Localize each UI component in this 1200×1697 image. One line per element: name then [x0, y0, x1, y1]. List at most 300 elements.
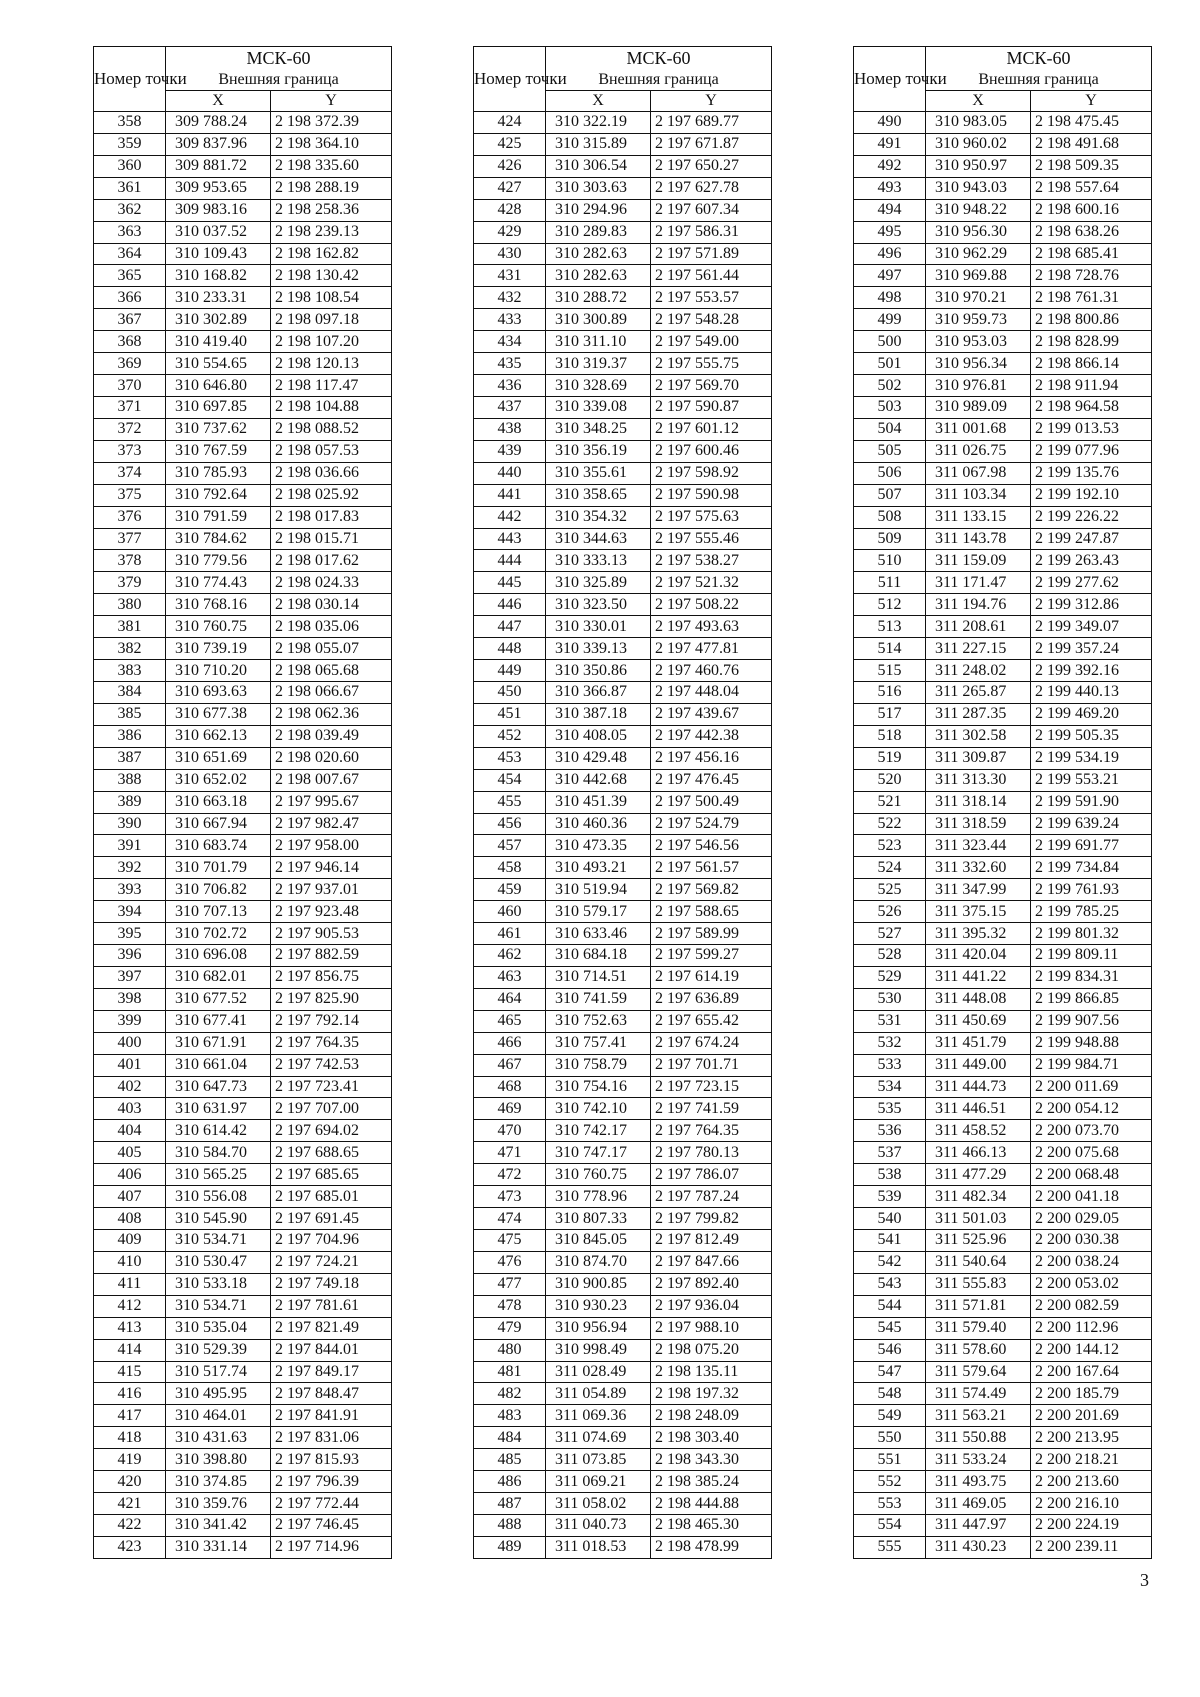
- x-coordinate-cell: 310 289.83: [546, 221, 651, 243]
- point-number-cell: 413: [94, 1317, 166, 1339]
- x-coordinate-cell: 310 300.89: [546, 309, 651, 331]
- y-coordinate-cell: 2 200 144.12: [1031, 1339, 1152, 1361]
- y-coordinate-cell: 2 198 288.19: [271, 177, 392, 199]
- point-number-cell: 363: [94, 221, 166, 243]
- point-number-cell: 490: [854, 112, 926, 134]
- y-coordinate-cell: 2 200 216.10: [1031, 1493, 1152, 1515]
- table-row: [854, 484, 1152, 506]
- y-coordinate-cell: 2 197 936.04: [651, 1295, 772, 1317]
- x-coordinate-cell: 310 959.73: [926, 309, 1031, 331]
- point-number-cell: 421: [94, 1493, 166, 1515]
- y-coordinate-cell: 2 198 761.31: [1031, 287, 1152, 309]
- y-coordinate-cell: 2 197 689.77: [651, 112, 772, 134]
- y-coordinate-cell: 2 197 764.35: [651, 1120, 772, 1142]
- table-row: [94, 966, 392, 988]
- x-coordinate-cell: 310 355.61: [546, 462, 651, 484]
- table-row: [854, 309, 1152, 331]
- x-coordinate-cell: 311 444.73: [926, 1076, 1031, 1098]
- x-coordinate-cell: 310 633.46: [546, 923, 651, 945]
- x-coordinate-cell: 310 760.75: [166, 616, 271, 638]
- table-row: [94, 747, 392, 769]
- point-number-cell: 486: [474, 1471, 546, 1493]
- point-number-cell: 460: [474, 901, 546, 923]
- table-row: [474, 988, 772, 1010]
- x-coordinate-cell: 310 667.94: [166, 813, 271, 835]
- point-number-cell: 532: [854, 1032, 926, 1054]
- table-row: [854, 1449, 1152, 1471]
- point-number-cell: 376: [94, 506, 166, 528]
- table-row: [474, 681, 772, 703]
- y-header: Y: [651, 91, 772, 112]
- table-row: [854, 199, 1152, 221]
- x-coordinate-cell: 310 757.41: [546, 1032, 651, 1054]
- point-number-cell: 516: [854, 681, 926, 703]
- x-coordinate-cell: 311 578.60: [926, 1339, 1031, 1361]
- point-number-cell: 437: [474, 396, 546, 418]
- table-row: [94, 506, 392, 528]
- point-number-cell: 370: [94, 375, 166, 397]
- table-row: [94, 331, 392, 353]
- point-number-cell: 510: [854, 550, 926, 572]
- table-row: [94, 1076, 392, 1098]
- y-coordinate-cell: 2 197 905.53: [271, 923, 392, 945]
- y-coordinate-cell: 2 197 561.57: [651, 857, 772, 879]
- point-number-cell: 384: [94, 681, 166, 703]
- y-coordinate-cell: 2 198 509.35: [1031, 155, 1152, 177]
- point-number-cell: 387: [94, 747, 166, 769]
- y-coordinate-cell: 2 198 017.62: [271, 550, 392, 572]
- y-coordinate-cell: 2 197 714.96: [271, 1536, 392, 1558]
- y-coordinate-cell: 2 197 588.65: [651, 901, 772, 923]
- x-coordinate-cell: 311 302.58: [926, 725, 1031, 747]
- table-row: [94, 1361, 392, 1383]
- table-row: [854, 769, 1152, 791]
- table-row: [854, 265, 1152, 287]
- x-coordinate-cell: 310 701.79: [166, 857, 271, 879]
- table-row: [94, 1273, 392, 1295]
- table-row: [854, 243, 1152, 265]
- x-coordinate-cell: 310 702.72: [166, 923, 271, 945]
- y-coordinate-cell: 2 197 456.16: [651, 747, 772, 769]
- point-number-cell: 430: [474, 243, 546, 265]
- table-row: [474, 1449, 772, 1471]
- point-number-header: Номер точки: [854, 47, 926, 112]
- x-coordinate-cell: 310 969.88: [926, 265, 1031, 287]
- x-coordinate-cell: 311 332.60: [926, 857, 1031, 879]
- point-number-cell: 429: [474, 221, 546, 243]
- table-row: [854, 1098, 1152, 1120]
- x-coordinate-cell: 310 339.13: [546, 638, 651, 660]
- x-coordinate-cell: 311 318.59: [926, 813, 1031, 835]
- y-coordinate-cell: 2 197 546.56: [651, 835, 772, 857]
- x-coordinate-cell: 310 768.16: [166, 594, 271, 616]
- y-coordinate-cell: 2 197 831.06: [271, 1427, 392, 1449]
- table-row: [94, 396, 392, 418]
- table-row: [474, 1120, 772, 1142]
- y-coordinate-cell: 2 197 724.21: [271, 1251, 392, 1273]
- y-coordinate-cell: 2 197 701.71: [651, 1054, 772, 1076]
- y-coordinate-cell: 2 197 772.44: [271, 1493, 392, 1515]
- point-number-cell: 416: [94, 1383, 166, 1405]
- x-coordinate-cell: 310 714.51: [546, 966, 651, 988]
- table-row: [474, 265, 772, 287]
- y-coordinate-cell: 2 197 707.00: [271, 1098, 392, 1120]
- table-row: [94, 572, 392, 594]
- table-row: [94, 133, 392, 155]
- y-coordinate-cell: 2 198 097.18: [271, 309, 392, 331]
- y-coordinate-cell: 2 198 728.76: [1031, 265, 1152, 287]
- table-row: [474, 243, 772, 265]
- y-coordinate-cell: 2 197 848.47: [271, 1383, 392, 1405]
- point-number-cell: 442: [474, 506, 546, 528]
- y-coordinate-cell: 2 197 691.45: [271, 1208, 392, 1230]
- y-coordinate-cell: 2 198 475.45: [1031, 112, 1152, 134]
- x-coordinate-cell: 310 344.63: [546, 528, 651, 550]
- point-number-cell: 410: [94, 1251, 166, 1273]
- table-row: [854, 923, 1152, 945]
- point-number-header: Номер точки: [474, 47, 546, 112]
- y-coordinate-cell: 2 199 263.43: [1031, 550, 1152, 572]
- x-coordinate-cell: 311 466.13: [926, 1142, 1031, 1164]
- point-number-cell: 450: [474, 681, 546, 703]
- point-number-cell: 433: [474, 309, 546, 331]
- y-coordinate-cell: 2 197 448.04: [651, 681, 772, 703]
- table-row: [854, 1054, 1152, 1076]
- x-coordinate-cell: 310 784.62: [166, 528, 271, 550]
- point-number-cell: 548: [854, 1383, 926, 1405]
- point-number-cell: 536: [854, 1120, 926, 1142]
- x-coordinate-cell: 310 706.82: [166, 879, 271, 901]
- x-coordinate-cell: 310 696.08: [166, 945, 271, 967]
- x-coordinate-cell: 309 983.16: [166, 199, 271, 221]
- y-coordinate-cell: 2 199 591.90: [1031, 791, 1152, 813]
- x-coordinate-cell: 310 429.48: [546, 747, 651, 769]
- y-coordinate-cell: 2 197 548.28: [651, 309, 772, 331]
- point-number-cell: 471: [474, 1142, 546, 1164]
- table-row: [94, 835, 392, 857]
- table-row: [854, 966, 1152, 988]
- y-coordinate-cell: 2 198 600.16: [1031, 199, 1152, 221]
- point-number-cell: 453: [474, 747, 546, 769]
- table-row: [474, 879, 772, 901]
- y-coordinate-cell: 2 199 505.35: [1031, 725, 1152, 747]
- y-coordinate-cell: 2 197 988.10: [651, 1317, 772, 1339]
- table-row: [94, 440, 392, 462]
- x-coordinate-cell: 310 311.10: [546, 331, 651, 353]
- table-row: [854, 1405, 1152, 1427]
- y-coordinate-cell: 2 199 866.85: [1031, 988, 1152, 1010]
- table-body: [474, 112, 772, 1559]
- x-coordinate-cell: 310 282.63: [546, 243, 651, 265]
- table-row: [94, 725, 392, 747]
- x-coordinate-cell: 311 069.21: [546, 1471, 651, 1493]
- table-row: [474, 923, 772, 945]
- x-coordinate-cell: 310 315.89: [546, 133, 651, 155]
- point-number-cell: 366: [94, 287, 166, 309]
- point-number-cell: 381: [94, 616, 166, 638]
- x-coordinate-cell: 310 663.18: [166, 791, 271, 813]
- x-coordinate-cell: 310 677.41: [166, 1010, 271, 1032]
- point-number-cell: 400: [94, 1032, 166, 1054]
- point-number-cell: 465: [474, 1010, 546, 1032]
- y-coordinate-cell: 2 200 082.59: [1031, 1295, 1152, 1317]
- x-coordinate-cell: 310 661.04: [166, 1054, 271, 1076]
- table-row: [94, 1471, 392, 1493]
- x-coordinate-cell: 310 983.05: [926, 112, 1031, 134]
- point-number-cell: 541: [854, 1230, 926, 1252]
- table-row: [474, 353, 772, 375]
- x-coordinate-cell: 309 953.65: [166, 177, 271, 199]
- point-number-cell: 476: [474, 1251, 546, 1273]
- table-row: [854, 1471, 1152, 1493]
- point-number-cell: 391: [94, 835, 166, 857]
- y-coordinate-cell: 2 197 442.38: [651, 725, 772, 747]
- y-coordinate-cell: 2 197 844.01: [271, 1339, 392, 1361]
- point-number-cell: 403: [94, 1098, 166, 1120]
- x-coordinate-cell: 310 646.80: [166, 375, 271, 397]
- x-coordinate-cell: 311 430.23: [926, 1536, 1031, 1558]
- x-coordinate-cell: 310 684.18: [546, 945, 651, 967]
- table-row: [474, 747, 772, 769]
- point-number-cell: 395: [94, 923, 166, 945]
- y-coordinate-cell: 2 200 054.12: [1031, 1098, 1152, 1120]
- table-row: [854, 1032, 1152, 1054]
- point-number-cell: 401: [94, 1054, 166, 1076]
- x-coordinate-cell: 311 451.79: [926, 1032, 1031, 1054]
- y-coordinate-cell: 2 197 561.44: [651, 265, 772, 287]
- y-coordinate-cell: 2 199 077.96: [1031, 440, 1152, 462]
- point-number-cell: 551: [854, 1449, 926, 1471]
- table-row: [94, 265, 392, 287]
- table-row: [474, 1230, 772, 1252]
- table-row: [474, 396, 772, 418]
- point-number-cell: 380: [94, 594, 166, 616]
- y-coordinate-cell: 2 198 107.20: [271, 331, 392, 353]
- point-number-cell: 474: [474, 1208, 546, 1230]
- table-row: [854, 353, 1152, 375]
- x-coordinate-cell: 310 989.09: [926, 396, 1031, 418]
- y-coordinate-cell: 2 198 638.26: [1031, 221, 1152, 243]
- y-coordinate-cell: 2 200 075.68: [1031, 1142, 1152, 1164]
- point-number-cell: 418: [94, 1427, 166, 1449]
- table-row: [474, 528, 772, 550]
- y-coordinate-cell: 2 197 749.18: [271, 1273, 392, 1295]
- y-coordinate-cell: 2 198 062.36: [271, 703, 392, 725]
- y-coordinate-cell: 2 197 655.42: [651, 1010, 772, 1032]
- table-row: [94, 199, 392, 221]
- point-number-cell: 372: [94, 418, 166, 440]
- x-coordinate-cell: 310 962.29: [926, 243, 1031, 265]
- y-coordinate-cell: 2 197 847.66: [651, 1251, 772, 1273]
- point-number-cell: 454: [474, 769, 546, 791]
- x-coordinate-cell: 310 778.96: [546, 1186, 651, 1208]
- y-coordinate-cell: 2 199 247.87: [1031, 528, 1152, 550]
- x-coordinate-cell: 310 442.68: [546, 769, 651, 791]
- point-number-cell: 407: [94, 1186, 166, 1208]
- coord-system-header: МСК-60: [166, 47, 392, 70]
- point-number-cell: 487: [474, 1493, 546, 1515]
- y-coordinate-cell: 2 197 671.87: [651, 133, 772, 155]
- table-row: [94, 1054, 392, 1076]
- y-coordinate-cell: 2 198 258.36: [271, 199, 392, 221]
- point-number-cell: 495: [854, 221, 926, 243]
- y-coordinate-cell: 2 197 856.75: [271, 966, 392, 988]
- point-number-cell: 359: [94, 133, 166, 155]
- table-row: [854, 616, 1152, 638]
- point-number-cell: 464: [474, 988, 546, 1010]
- point-number-cell: 409: [94, 1230, 166, 1252]
- x-coordinate-cell: 311 447.97: [926, 1515, 1031, 1537]
- x-coordinate-cell: 310 387.18: [546, 703, 651, 725]
- y-coordinate-cell: 2 198 117.47: [271, 375, 392, 397]
- point-number-cell: 419: [94, 1449, 166, 1471]
- point-number-cell: 525: [854, 879, 926, 901]
- point-number-cell: 482: [474, 1383, 546, 1405]
- point-number-cell: 492: [854, 155, 926, 177]
- table-row: [94, 1251, 392, 1273]
- point-number-cell: 461: [474, 923, 546, 945]
- x-coordinate-cell: 311 067.98: [926, 462, 1031, 484]
- x-coordinate-cell: 311 054.89: [546, 1383, 651, 1405]
- table-row: [94, 221, 392, 243]
- y-coordinate-cell: 2 197 685.65: [271, 1164, 392, 1186]
- point-number-cell: 513: [854, 616, 926, 638]
- x-coordinate-cell: 311 579.40: [926, 1317, 1031, 1339]
- y-coordinate-cell: 2 198 025.92: [271, 484, 392, 506]
- x-coordinate-cell: 310 737.62: [166, 418, 271, 440]
- point-number-cell: 491: [854, 133, 926, 155]
- x-coordinate-cell: 311 309.87: [926, 747, 1031, 769]
- point-number-cell: 518: [854, 725, 926, 747]
- x-coordinate-cell: 311 441.22: [926, 966, 1031, 988]
- point-number-cell: 386: [94, 725, 166, 747]
- y-coordinate-cell: 2 199 440.13: [1031, 681, 1152, 703]
- point-number-cell: 440: [474, 462, 546, 484]
- table-row: [474, 857, 772, 879]
- table-row: [474, 1251, 772, 1273]
- table-row: [94, 945, 392, 967]
- x-coordinate-cell: 310 950.97: [926, 155, 1031, 177]
- table-row: [474, 594, 772, 616]
- y-coordinate-cell: 2 199 192.10: [1031, 484, 1152, 506]
- x-coordinate-cell: 311 194.76: [926, 594, 1031, 616]
- x-coordinate-cell: 311 323.44: [926, 835, 1031, 857]
- y-coordinate-cell: 2 198 135.11: [651, 1361, 772, 1383]
- y-coordinate-cell: 2 197 575.63: [651, 506, 772, 528]
- point-number-cell: 447: [474, 616, 546, 638]
- point-number-cell: 443: [474, 528, 546, 550]
- table-row: [474, 1471, 772, 1493]
- x-coordinate-cell: 310 348.25: [546, 418, 651, 440]
- point-number-cell: 546: [854, 1339, 926, 1361]
- x-coordinate-cell: 311 265.87: [926, 681, 1031, 703]
- table-row: [854, 1010, 1152, 1032]
- x-coordinate-cell: 310 697.85: [166, 396, 271, 418]
- point-number-cell: 417: [94, 1405, 166, 1427]
- y-coordinate-cell: 2 197 555.75: [651, 353, 772, 375]
- table-row: [854, 1339, 1152, 1361]
- table-row: [94, 177, 392, 199]
- table-row: [94, 418, 392, 440]
- x-coordinate-cell: 310 683.74: [166, 835, 271, 857]
- coord-system-header: МСК-60: [926, 47, 1152, 70]
- table-row: [474, 703, 772, 725]
- y-coordinate-cell: 2 198 024.33: [271, 572, 392, 594]
- table-row: [94, 528, 392, 550]
- point-number-cell: 397: [94, 966, 166, 988]
- x-coordinate-cell: 311 469.05: [926, 1493, 1031, 1515]
- point-number-cell: 498: [854, 287, 926, 309]
- y-coordinate-cell: 2 197 946.14: [271, 857, 392, 879]
- x-coordinate-cell: 310 168.82: [166, 265, 271, 287]
- coordinates-table-3: [853, 46, 1152, 1559]
- x-coordinate-cell: 310 533.18: [166, 1273, 271, 1295]
- table-row: [854, 1383, 1152, 1405]
- point-number-cell: 388: [94, 769, 166, 791]
- x-coordinate-cell: 311 347.99: [926, 879, 1031, 901]
- table-row: [854, 1251, 1152, 1273]
- table-row: [474, 462, 772, 484]
- point-number-cell: 531: [854, 1010, 926, 1032]
- table-row: [854, 1536, 1152, 1558]
- y-coordinate-cell: 2 198 120.13: [271, 353, 392, 375]
- table-row: [94, 813, 392, 835]
- y-coordinate-cell: 2 197 742.53: [271, 1054, 392, 1076]
- table-row: [854, 1076, 1152, 1098]
- y-coordinate-cell: 2 198 057.53: [271, 440, 392, 462]
- table-row: [474, 112, 772, 134]
- table-row: [854, 945, 1152, 967]
- x-coordinate-cell: 311 313.30: [926, 769, 1031, 791]
- x-coordinate-cell: 311 540.64: [926, 1251, 1031, 1273]
- y-coordinate-cell: 2 197 764.35: [271, 1032, 392, 1054]
- x-coordinate-cell: 310 792.64: [166, 484, 271, 506]
- y-coordinate-cell: 2 197 825.90: [271, 988, 392, 1010]
- point-number-cell: 374: [94, 462, 166, 484]
- point-number-cell: 534: [854, 1076, 926, 1098]
- x-coordinate-cell: 311 571.81: [926, 1295, 1031, 1317]
- y-coordinate-cell: 2 197 627.78: [651, 177, 772, 199]
- x-coordinate-cell: 311 533.24: [926, 1449, 1031, 1471]
- x-coordinate-cell: 310 535.04: [166, 1317, 271, 1339]
- x-coordinate-cell: 310 779.56: [166, 550, 271, 572]
- point-number-cell: 462: [474, 945, 546, 967]
- table-row: [474, 1076, 772, 1098]
- y-coordinate-cell: 2 199 639.24: [1031, 813, 1152, 835]
- table-row: [94, 703, 392, 725]
- y-coordinate-cell: 2 197 688.65: [271, 1142, 392, 1164]
- x-coordinate-cell: 311 159.09: [926, 550, 1031, 572]
- point-number-cell: 445: [474, 572, 546, 594]
- x-coordinate-cell: 310 662.13: [166, 725, 271, 747]
- point-number-cell: 406: [94, 1164, 166, 1186]
- table-row: [854, 988, 1152, 1010]
- table-row: [474, 1427, 772, 1449]
- table-row: [94, 1317, 392, 1339]
- y-coordinate-cell: 2 198 108.54: [271, 287, 392, 309]
- x-coordinate-cell: 310 677.38: [166, 703, 271, 725]
- x-coordinate-cell: 310 464.01: [166, 1405, 271, 1427]
- point-number-cell: 428: [474, 199, 546, 221]
- y-coordinate-cell: 2 198 491.68: [1031, 133, 1152, 155]
- table-row: [474, 1383, 772, 1405]
- table-row: [94, 1339, 392, 1361]
- x-coordinate-cell: 310 900.85: [546, 1273, 651, 1295]
- x-coordinate-cell: 310 356.19: [546, 440, 651, 462]
- x-coordinate-cell: 311 477.29: [926, 1164, 1031, 1186]
- y-coordinate-cell: 2 200 030.38: [1031, 1230, 1152, 1252]
- x-coordinate-cell: 310 282.63: [546, 265, 651, 287]
